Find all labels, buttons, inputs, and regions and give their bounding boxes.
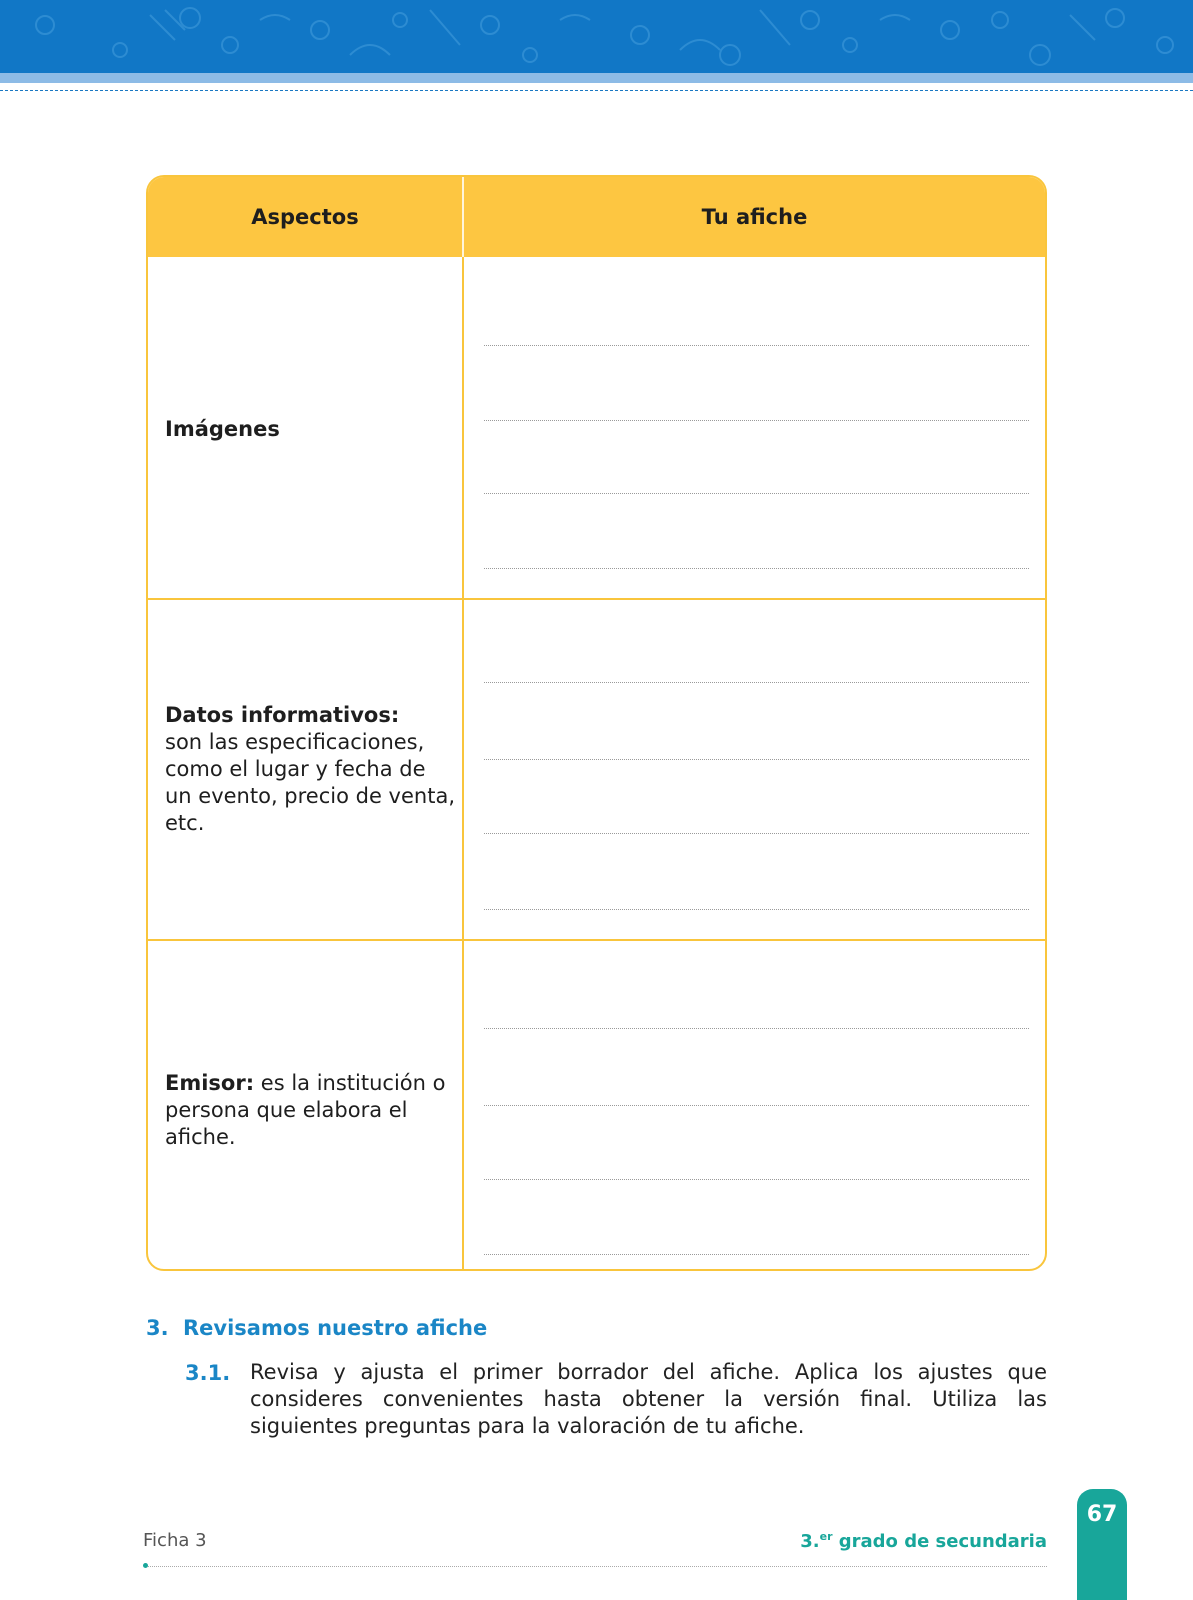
page-number: 67 [1086,1502,1118,1527]
row-label-bold: Emisor: [165,1071,255,1095]
section-number: 3. [146,1316,169,1340]
answer-line[interactable] [484,493,1029,494]
footer-dot [143,1563,148,1568]
grade-text: grado de secundaria [832,1531,1047,1552]
answer-line[interactable] [484,345,1029,346]
answer-line[interactable] [484,682,1029,683]
answer-line[interactable] [484,833,1029,834]
row-divider [148,939,1045,941]
grade-number: 3. [800,1531,820,1552]
answer-line[interactable] [484,1028,1029,1029]
answer-line[interactable] [484,909,1029,910]
footer-ficha: Ficha 3 [143,1530,207,1551]
table-header [148,177,1045,257]
section-heading [146,1316,487,1340]
answer-line[interactable] [484,420,1029,421]
row-label-datos [165,702,455,837]
row-label-emisor [165,1070,455,1151]
banner-stripe [0,73,1193,83]
footer-grade [800,1530,1047,1552]
row-label-text: son las especificaciones, como el lugar y fecha de un evento, precio de venta, etc. [165,730,455,835]
doodle-pattern [0,0,1193,73]
page-number-tab [1077,1489,1127,1600]
row-label-bold: Datos informativos: [165,703,400,727]
grade-sup: er [819,1530,833,1543]
aspects-table [146,175,1047,1271]
row-label-bold: Imágenes [165,417,280,441]
top-banner [0,0,1193,73]
header-aspectos: Aspectos [251,205,359,229]
row-label-imagenes [165,416,455,443]
answer-line[interactable] [484,1179,1029,1180]
subsection-text: Revisa y ajusta el primer borrador del afiche. Aplica los ajustes que consideres convenientes hasta obtener la versión final. Utiliza las siguientes preguntas para la valoración de tu afiche. [250,1360,1047,1438]
answer-line[interactable] [484,1254,1029,1255]
answer-line[interactable] [484,1105,1029,1106]
answer-line[interactable] [484,568,1029,569]
row-divider [148,598,1045,600]
section-title: Revisamos nuestro afiche [183,1316,488,1340]
header-tu-afiche: Tu afiche [701,205,808,229]
banner-dashed-line [0,90,1193,91]
answer-line[interactable] [484,759,1029,760]
column-divider [462,257,464,1271]
subsection-number: 3.1. [185,1361,231,1385]
row-label-text: es la institución o persona que elabora el afiche. [165,1071,446,1149]
footer-dotted-line [146,1566,1047,1567]
